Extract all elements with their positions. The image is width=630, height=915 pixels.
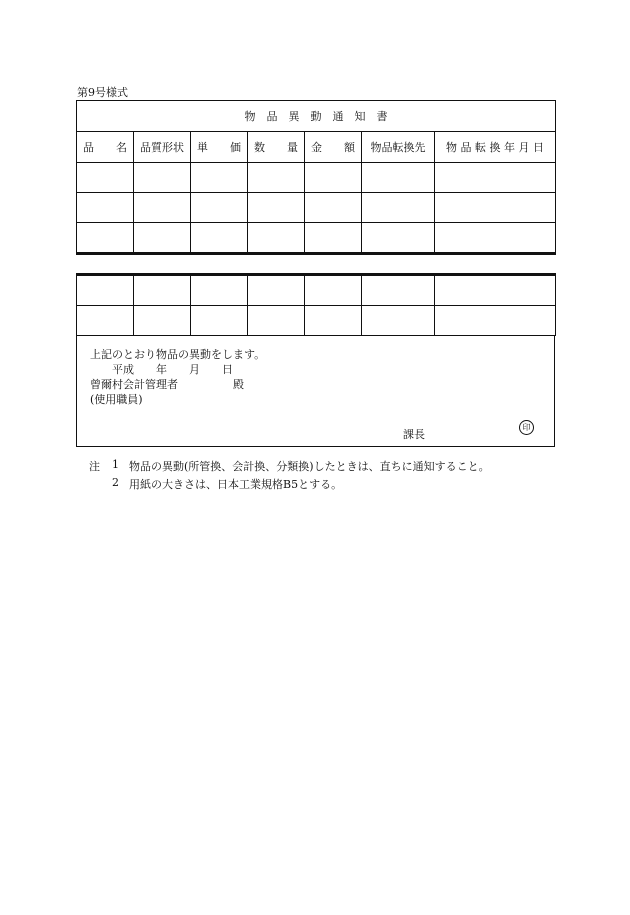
- footnote-2-text: 用紙の大きさは、日本工業規格B5とする。: [129, 478, 343, 491]
- table-cell[interactable]: [77, 306, 134, 336]
- section-chief-label: 課長: [403, 428, 425, 441]
- notice-sender: (使用職員): [90, 393, 143, 406]
- column-header-transfer-date: 物 品 転 換 年 月 日: [435, 132, 556, 163]
- table-cell[interactable]: [191, 193, 248, 223]
- table-cell[interactable]: [362, 275, 435, 306]
- table-cell[interactable]: [248, 193, 305, 223]
- table-cell[interactable]: [248, 275, 305, 306]
- column-header-unit-price: 単 価: [191, 132, 248, 163]
- table-cell[interactable]: [77, 275, 134, 306]
- column-header-transfer-destination: 物品転換先: [362, 132, 435, 163]
- notification-table-upper: [76, 100, 556, 255]
- seal-mark-icon: 印: [519, 420, 534, 435]
- table-cell[interactable]: [191, 223, 248, 254]
- table-cell[interactable]: [435, 223, 556, 254]
- table-cell[interactable]: [305, 163, 362, 193]
- table-cell[interactable]: [191, 306, 248, 336]
- table-cell[interactable]: [305, 275, 362, 306]
- table-cell[interactable]: [248, 223, 305, 254]
- table-row: [77, 275, 556, 306]
- notification-table-lower: [76, 273, 556, 336]
- table-cell[interactable]: [191, 275, 248, 306]
- table-row: [77, 223, 556, 254]
- table-cell[interactable]: [77, 193, 134, 223]
- footnote-1-number: 1: [112, 458, 119, 471]
- table-cell[interactable]: [191, 163, 248, 193]
- notice-statement: 上記のとおり物品の異動をします。: [90, 348, 266, 361]
- table-row: [77, 193, 556, 223]
- table-cell[interactable]: [435, 275, 556, 306]
- footnote-2-number: 2: [112, 476, 119, 489]
- table-cell[interactable]: [362, 306, 435, 336]
- table-cell[interactable]: [134, 193, 191, 223]
- table-cell[interactable]: [305, 193, 362, 223]
- footnote-label: 注: [89, 460, 100, 473]
- table-cell[interactable]: [77, 223, 134, 254]
- table-cell[interactable]: [77, 163, 134, 193]
- table-cell[interactable]: [305, 306, 362, 336]
- notice-date-line: 平成 年 月 日: [90, 363, 233, 376]
- table-cell[interactable]: [435, 193, 556, 223]
- table-cell[interactable]: [134, 306, 191, 336]
- table-cell[interactable]: [362, 223, 435, 254]
- table-cell[interactable]: [134, 275, 191, 306]
- column-header-amount: 金 額: [305, 132, 362, 163]
- column-header-quantity: 数 量: [248, 132, 305, 163]
- form-number: 第9号様式: [77, 86, 128, 99]
- table-cell[interactable]: [362, 193, 435, 223]
- column-header-item-name: 品 名: [77, 132, 134, 163]
- table-cell[interactable]: [248, 306, 305, 336]
- footnote-1-text: 物品の異動(所管換、会計換、分類換)したときは、直ちに通知すること。: [129, 460, 490, 473]
- notice-box: [76, 336, 555, 447]
- table-cell[interactable]: [248, 163, 305, 193]
- table-row: [77, 306, 556, 336]
- table-cell[interactable]: [435, 163, 556, 193]
- notice-recipient: 曾爾村会計管理者 殿: [90, 378, 244, 391]
- table-cell[interactable]: [435, 306, 556, 336]
- table-cell[interactable]: [134, 223, 191, 254]
- column-header-quality-shape: 品質形状: [134, 132, 191, 163]
- table-cell[interactable]: [362, 163, 435, 193]
- form-title: 物 品 異 動 通 知 書: [77, 101, 556, 132]
- table-cell[interactable]: [134, 163, 191, 193]
- table-row: [77, 163, 556, 193]
- table-cell[interactable]: [305, 223, 362, 254]
